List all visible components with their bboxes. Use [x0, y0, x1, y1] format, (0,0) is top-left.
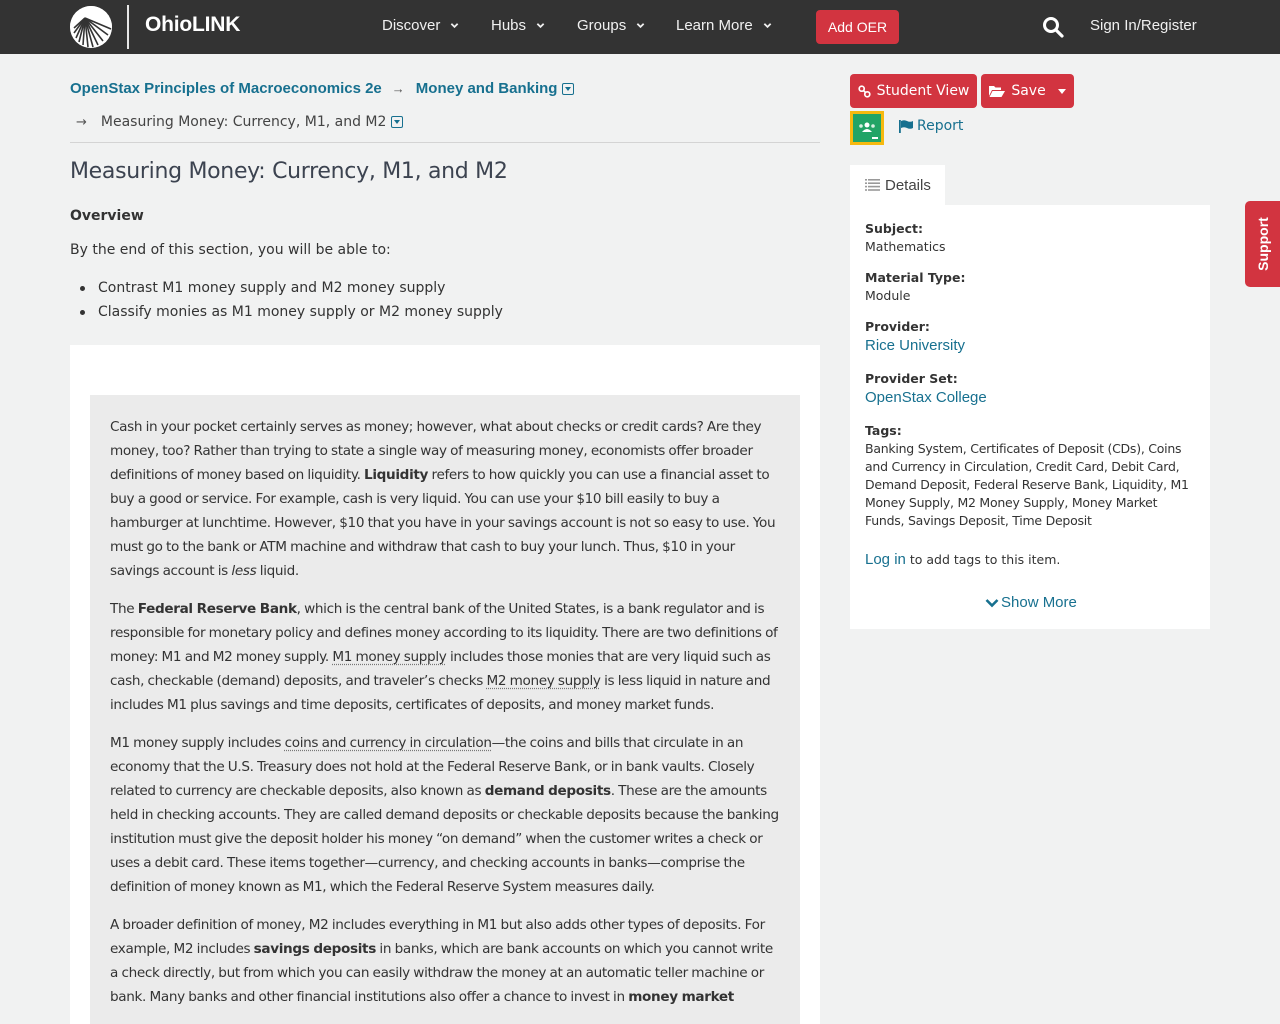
chevron-down-icon	[985, 598, 999, 608]
nav-discover[interactable]	[382, 17, 459, 34]
search-icon[interactable]	[1042, 16, 1064, 38]
detail-label: Provider Set:	[865, 371, 958, 386]
details-panel	[850, 205, 1210, 629]
detail-provider-set	[865, 370, 987, 408]
glossary-term-m1[interactable]: M1 money supply	[332, 649, 447, 665]
emphasis: less	[231, 563, 257, 579]
detail-material-type	[865, 269, 965, 305]
breadcrumb-separator: →	[391, 81, 405, 96]
chevron-down-icon	[763, 21, 772, 30]
tab-details[interactable]	[850, 165, 945, 205]
report-link[interactable]	[899, 118, 963, 134]
detail-value: Mathematics	[865, 239, 946, 254]
breadcrumb-course-link[interactable]: OpenStax Principles of Macroeconomics 2e	[70, 80, 382, 97]
list-icon	[865, 179, 880, 191]
detail-subject	[865, 220, 946, 256]
key-term: Federal Reserve Bank	[137, 601, 297, 617]
tags-list: Banking System, Certificates of Deposit (CDs), Coins and Currency in Circulation, Credit Card, Debit Card, Demand Deposit, Federal Reserve Bank, Liquidity, M1 Money Supply, M2 Money Supply, Money Market Funds, Savings Deposit, Time Deposit	[865, 441, 1189, 528]
login-to-tag	[865, 551, 1060, 568]
logo-divider	[127, 5, 129, 49]
detail-provider	[865, 318, 965, 356]
caret-square-down-icon[interactable]	[562, 83, 574, 95]
overview-intro: By the end of this section, you will be able to:	[70, 242, 391, 258]
add-oer-button[interactable]: Add OER	[816, 10, 899, 44]
breadcrumb-current-label: Measuring Money: Currency, M1, and M2	[100, 114, 387, 130]
detail-tags	[865, 422, 1195, 530]
login-suffix: to add tags to this item.	[905, 552, 1061, 567]
nav-label: Hubs	[491, 17, 527, 34]
provider-link[interactable]: Rice University	[865, 337, 966, 354]
breadcrumb-separator: →	[76, 114, 87, 130]
ohiolink-logo-icon[interactable]	[70, 6, 112, 48]
save-label: Save	[1011, 83, 1046, 99]
login-link[interactable]: Log in	[865, 551, 906, 568]
brand-name[interactable]: OhioLINK	[145, 13, 241, 36]
chevron-down-icon	[636, 21, 645, 30]
nav-label: Discover	[382, 17, 441, 34]
paragraph-liquidity	[110, 415, 780, 583]
nav-label: Learn More	[676, 17, 753, 34]
text: The	[110, 601, 138, 617]
text: . These are the amounts held in checking accounts. They are called demand deposits or checkable deposits because the banking institution must give the deposit holder his money “on demand” when the customer writes a check or uses a debit card. These items together—currency, and checking accounts in banks—comprise the definition of money known as M1, which the Federal Reserve System measures daily.	[110, 783, 779, 895]
tab-details-label: Details	[885, 176, 931, 194]
detail-label: Provider:	[865, 319, 930, 334]
nav-groups[interactable]	[577, 17, 645, 34]
objective-item: Contrast M1 money supply and M2 money supply	[70, 280, 503, 304]
paragraph-m1	[110, 731, 780, 899]
support-tab[interactable]	[1245, 201, 1280, 287]
google-classroom-share-icon[interactable]	[850, 111, 884, 145]
detail-label: Subject:	[865, 221, 923, 236]
nav-label: Groups	[577, 17, 627, 34]
breadcrumb-current	[76, 114, 403, 130]
detail-value: Module	[865, 288, 911, 303]
page-title: Measuring Money: Currency, M1, and M2	[70, 159, 508, 184]
text: —the coins and bills that circulate in an economy that the U.S. Treasury does not hold at the Federal Reserve Bank, or in bank vaults. Closely related to currency are checkable deposits, also known as	[110, 735, 755, 799]
content-panel	[70, 345, 820, 1024]
flag-icon	[899, 120, 913, 133]
overview-heading: Overview	[70, 208, 144, 224]
paragraph-m2	[110, 913, 780, 1009]
key-term: money market	[628, 989, 734, 1005]
sign-in-register-link[interactable]: Sign In/Register	[1090, 17, 1197, 34]
student-view-button[interactable]	[850, 74, 977, 108]
caret-square-down-icon[interactable]	[391, 116, 403, 128]
chevron-down-icon	[450, 21, 459, 30]
detail-label: Material Type:	[865, 270, 966, 285]
text: A broader definition of money, M2 includes everything in M1 but also adds other types of deposits. For example, M2 includes	[110, 917, 765, 957]
breadcrumb-divider	[70, 142, 820, 143]
text: Cash in your pocket certainly serves as money; however, what about checks or credit cards? Are they money, too? Rather than trying to state a single way of measuring money, economists offer broader definitions of money based on liquidity.	[110, 419, 762, 483]
support-label: Support	[1255, 217, 1271, 271]
detail-label: Tags:	[865, 423, 902, 438]
student-view-label: Student View	[876, 83, 970, 99]
show-more-label: Show More	[1001, 594, 1077, 611]
glossary-term-m2[interactable]: M2 money supply	[486, 673, 601, 689]
text: M1 money supply includes	[110, 735, 285, 751]
save-dropdown-button[interactable]	[981, 74, 1074, 108]
nav-hubs[interactable]	[491, 17, 545, 34]
show-more-button[interactable]	[985, 594, 1077, 611]
report-label: Report	[917, 118, 964, 134]
objective-item: Classify monies as M1 money supply or M2 money supply	[70, 304, 503, 328]
learning-objectives	[70, 280, 503, 328]
text: includes those monies that are very liquid such as cash, checkable (demand) deposits, and traveler’s checks	[110, 649, 771, 689]
content-body	[90, 395, 800, 1024]
glossary-term-coins-currency[interactable]: coins and currency in circulation	[284, 735, 492, 751]
breadcrumb-chapter-link[interactable]: Money and Banking	[415, 80, 558, 97]
key-term: savings deposits	[253, 941, 376, 957]
text: refers to how quickly you can use a financial asset to buy a good or service. For example, cash is very liquid. You can use your $10 bill easily to buy a hamburger at lunchtime. However, $10 that you have in your savings account is not so easy to use. You must go to the bank or ATM machine and withdraw that cash to buy your lunch. Thus, $10 in your savings account is	[110, 467, 776, 579]
nav-learn-more[interactable]	[676, 17, 772, 34]
top-navbar	[0, 0, 1280, 54]
link-icon	[858, 85, 871, 98]
provider-set-link[interactable]: OpenStax College	[865, 389, 987, 406]
key-term: Liquidity	[364, 467, 429, 483]
text: is less liquid in nature and includes M1 plus savings and time deposits, certificates of deposits, and money market funds.	[110, 673, 771, 713]
breadcrumb	[70, 80, 574, 97]
chevron-down-icon	[536, 21, 545, 30]
text: , which is the central bank of the United States, is a bank regulator and is responsible for monetary policy and defines money according to its liquidity. There are two definitions of money: M1 and M2 money supply.	[110, 601, 778, 665]
text: liquid.	[256, 563, 299, 579]
key-term: demand deposits	[484, 783, 611, 799]
folder-open-icon	[989, 85, 1005, 98]
paragraph-federal-reserve	[110, 597, 780, 717]
text: in banks, which are bank accounts on which you cannot write a check directly, but from which you can easily withdraw the money at an automatic teller machine or bank. Many banks and other financial institutions also offer a chance to invest in	[110, 941, 773, 1005]
caret-down-icon	[1058, 89, 1066, 94]
